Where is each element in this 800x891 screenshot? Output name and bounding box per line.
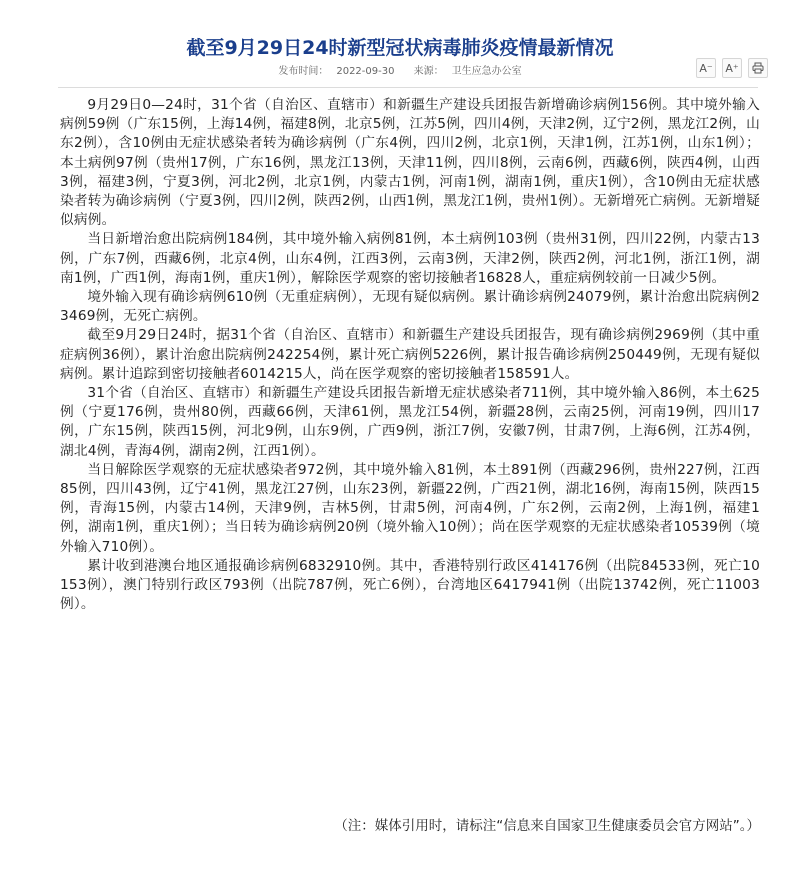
paragraph-imported: 境外输入现有确诊病例610例（无重症病例），无现有疑似病例。累计确诊病例24079例，累计治愈出院病例23469例，无死亡病例。 <box>60 289 760 325</box>
paragraph-asymptomatic-new: 31个省（自治区、直辖市）和新疆生产建设兵团报告新增无症状感染者711例，其中境外输入86例，本土625例（宁夏176例，贵州80例，西藏66例，天津61例，黑龙江54例，新疆28例，云南25例，河南19例，四川17例，广东15例，陕西15例，河北9例，山东9例，广西9例，浙江7例，安徽7例，甘肃7例，上海6例，江苏4例，湖北4例，青海4例，湖南2例，江西1例）。 <box>60 385 760 459</box>
font-smaller-button[interactable] <box>696 58 716 78</box>
paragraph-new-cases: 9月29日0—24时，31个省（自治区、直辖市）和新疆生产建设兵团报告新增确诊病例156例。其中境外输入病例59例（广东15例，上海14例，福建8例，北京5例，江苏5例，四川4例，天津2例，辽宁2例，黑龙江2例，山东2例），含10例由无症状感染者转为确诊病例（广东4例，四川2例，北京1例，天津1例，江苏1例，山东1例）；本土病例97例（贵州17例，广东16例，黑龙江13例，天津11例，四川8例，云南6例，西藏6例，陕西4例，山西3例，福建3例，宁夏3例，河北2例，北京1例，内蒙古1例，河南1例，湖南1例，重庆1例），含10例由无症状感染者转为确诊病例（宁夏3例，四川2例，陕西2例，山西1例，黑龙江1例，贵州1例）。无新增死亡病例。无新增疑似病例。 <box>60 97 760 229</box>
article-meta <box>0 56 800 86</box>
paragraph-asymptomatic-released: 当日解除医学观察的无症状感染者972例，其中境外输入81例，本土891例（西藏296例，贵州227例，江西85例，四川43例，辽宁41例，黑龙江27例，山东23例，新疆22例，广西21例，湖北16例，海南15例，陕西15例，青海15例，内蒙古14例，天津9例，吉林5例，甘肃5例，河南4例，广东2例，云南2例，上海1例，福建1例，湖南1例，重庆1例）；当日转为确诊病例20例（境外输入10例）；尚在医学观察的无症状感染者10539例（境外输入710例）。 <box>60 461 760 555</box>
source-name: 卫生应急办公室 <box>451 66 522 77</box>
title-divider <box>58 87 758 88</box>
print-icon <box>752 62 764 74</box>
paragraph-hk-macao-taiwan: 累计收到港澳台地区通报确诊病例6832910例。其中，香港特别行政区414176例（出院84533例，死亡10153例），澳门特别行政区793例（出院787例，死亡6例），台湾地区6417941例（出院13742例，死亡11003例）。 <box>60 557 760 613</box>
article-body <box>60 96 760 614</box>
print-button[interactable] <box>748 58 768 78</box>
article-tools <box>696 58 768 78</box>
citation-note: （注：媒体引用时，请标注“信息来自国家卫生健康委员会官方网站”。） <box>334 818 760 834</box>
font-larger-button[interactable] <box>722 58 742 78</box>
publish-info <box>0 62 800 77</box>
article-title: 截至9月29日24时新型冠状病毒肺炎疫情最新情况 <box>186 36 614 59</box>
paragraph-cumulative: 截至9月29日24时，据31个省（自治区、直辖市）和新疆生产建设兵团报告，现有确诊病例2969例（其中重症病例36例），累计治愈出院病例242254例，累计死亡病例5226例，累计报告确诊病例250449例，无现有疑似病例。累计追踪到密切接触者6014215人，尚在医学观察的密切接触者158591人。 <box>60 327 760 382</box>
source-info: 来源： 卫生应急办公室 <box>413 66 522 77</box>
font-smaller-icon: A⁻ <box>699 61 713 75</box>
publish-date: 2022-09-30 <box>336 66 395 77</box>
font-larger-icon: A⁺ <box>725 61 739 75</box>
publish-label: 发布时间： 2022-09-30 <box>278 66 395 77</box>
paragraph-recovered: 当日新增治愈出院病例184例，其中境外输入病例81例，本土病例103例（贵州31例，四川22例，内蒙古13例，广东7例，西藏6例，北京4例，山东4例，江西3例，云南3例，天津2例，陕西2例，河北1例，浙江1例，湖南1例，广西1例，海南1例，重庆1例），解除医学观察的密切接触者16828人，重症病例较前一日减少5例。 <box>60 231 760 286</box>
